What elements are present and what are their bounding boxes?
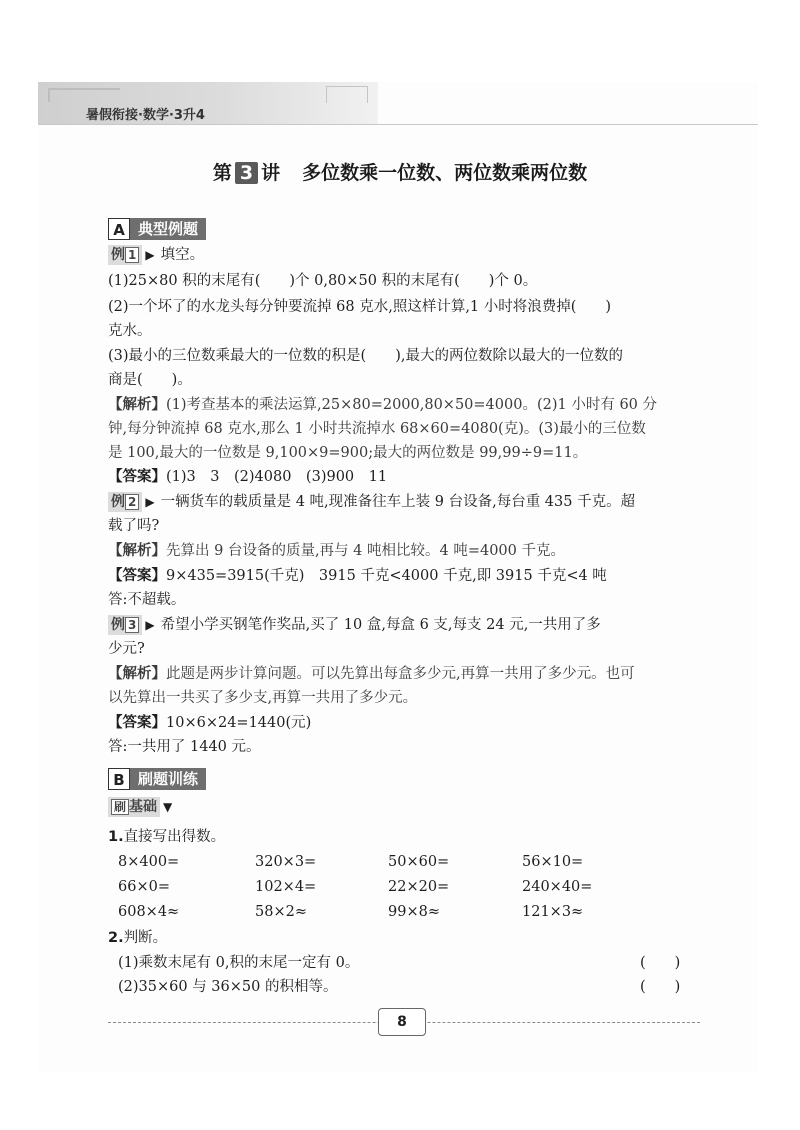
banner-decoration bbox=[326, 86, 368, 103]
calc-item: 56×10= bbox=[522, 854, 584, 870]
section-letter: B bbox=[108, 768, 130, 790]
analysis-line: 【解析】(1)考查基本的乘法运算,25×80=2000,80×50=4000。(2)1 小时有 60 分 bbox=[108, 397, 658, 413]
calc-item: 102×4= bbox=[255, 879, 317, 895]
answer-line: 【答案】(1)3 3 (2)4080 (3)900 11 bbox=[108, 469, 388, 485]
analysis-line: 以先算出一共买了多少支,再算一共用了多少元。 bbox=[108, 690, 418, 706]
example-3-heading bbox=[108, 615, 708, 635]
lesson-number: 3 bbox=[235, 162, 258, 184]
calc-item: 121×3≈ bbox=[522, 904, 584, 920]
example-tag: 例 1 bbox=[108, 245, 142, 265]
play-arrow-icon: ▶ bbox=[145, 248, 155, 262]
calc-item: 99×8≈ bbox=[388, 904, 440, 920]
analysis-line: 钟,每分钟流掉 68 克水,那么 1 小时共流掉水 68×60=4080(克)。(3)最小的三位数 bbox=[108, 421, 646, 437]
calc-item: 608×4≈ bbox=[118, 904, 180, 920]
example-tag: 例 3 bbox=[108, 615, 142, 635]
lesson-title bbox=[0, 158, 800, 185]
section-letter: A bbox=[108, 218, 130, 240]
section-name: 刷题训练 bbox=[130, 768, 206, 790]
calc-item: 8×400= bbox=[118, 854, 180, 870]
running-header: 暑假衔接·数学·3升4 bbox=[86, 108, 205, 123]
calc-item: 66×0= bbox=[118, 879, 170, 895]
play-arrow-icon: ▶ bbox=[145, 495, 155, 509]
question-line: (3)最小的三位数乘最大的一位数的积是( ),最大的两位数除以最大的一位数的 bbox=[108, 348, 623, 364]
section-a-heading bbox=[108, 218, 206, 240]
answer-parentheses: ( ) bbox=[640, 979, 681, 995]
question-2-title: 2.判断。 bbox=[108, 930, 168, 946]
judge-item: (2)35×60 与 36×50 的积相等。 bbox=[118, 979, 338, 995]
calc-item: 240×40= bbox=[522, 879, 593, 895]
answer-line: 【答案】9×435=3915(千克) 3915 千克<4000 千克,即 3915 千克<4 吨 bbox=[108, 568, 607, 584]
answer-line: 【答案】10×6×24=1440(元) bbox=[108, 715, 312, 731]
question-line: 克水。 bbox=[108, 323, 152, 339]
title-prefix: 第 bbox=[212, 162, 232, 184]
calc-item: 320×3= bbox=[255, 854, 317, 870]
section-b-heading bbox=[108, 768, 206, 790]
analysis-line: 【解析】此题是两步计算问题。可以先算出每盒多少元,再算一共用了多少元。也可 bbox=[108, 666, 635, 682]
calc-item: 22×20= bbox=[388, 879, 450, 895]
header-divider bbox=[38, 124, 758, 125]
question-line: (2)一个坏了的水龙头每分钟要流掉 68 克水,照这样计算,1 小时将浪费掉( ) bbox=[108, 299, 612, 315]
basic-practice-tag: 刷 基础 ▼ bbox=[108, 797, 708, 817]
title-suffix: 讲 bbox=[261, 162, 281, 184]
example-1-heading bbox=[108, 245, 708, 265]
question-1-title: 1.直接写出得数。 bbox=[108, 829, 226, 845]
triangle-down-icon: ▼ bbox=[163, 800, 173, 814]
answer-reply: 答:一共用了 1440 元。 bbox=[108, 739, 261, 755]
answer-parentheses: ( ) bbox=[640, 955, 681, 971]
lesson-topic: 多位数乘一位数、两位数乘两位数 bbox=[302, 162, 588, 184]
question-line: 少元? bbox=[108, 641, 145, 657]
calc-item: 50×60= bbox=[388, 854, 450, 870]
answer-reply: 答:不超载。 bbox=[108, 592, 186, 608]
question-line: 商是( )。 bbox=[108, 372, 192, 388]
question-text: 一辆货车的载质量是 4 吨,现准备往车上装 9 台设备,每台重 435 千克。超 bbox=[160, 494, 636, 510]
example-2-heading bbox=[108, 492, 708, 512]
section-name: 典型例题 bbox=[130, 218, 206, 240]
calc-item: 58×2≈ bbox=[255, 904, 307, 920]
example-tag: 例 2 bbox=[108, 492, 142, 512]
play-arrow-icon: ▶ bbox=[145, 618, 155, 632]
analysis-line: 是 100,最大的一位数是 9,100×9=900;最大的两位数是 99,99÷9=11。 bbox=[108, 445, 588, 461]
example-prompt: 填空。 bbox=[160, 247, 205, 263]
question-line: 载了吗? bbox=[108, 518, 160, 534]
question-text: 希望小学买钢笔作奖品,买了 10 盒,每盒 6 支,每支 24 元,一共用了多 bbox=[160, 617, 601, 633]
question-line: (1)25×80 积的末尾有( )个 0,80×50 积的末尾有( )个 0。 bbox=[108, 273, 538, 289]
analysis-line: 【解析】先算出 9 台设备的质量,再与 4 吨相比较。4 吨=4000 千克。 bbox=[108, 543, 565, 559]
page-number: 8 bbox=[378, 1008, 426, 1036]
judge-item: (1)乘数末尾有 0,积的末尾一定有 0。 bbox=[118, 955, 360, 971]
banner-decoration bbox=[48, 88, 120, 102]
